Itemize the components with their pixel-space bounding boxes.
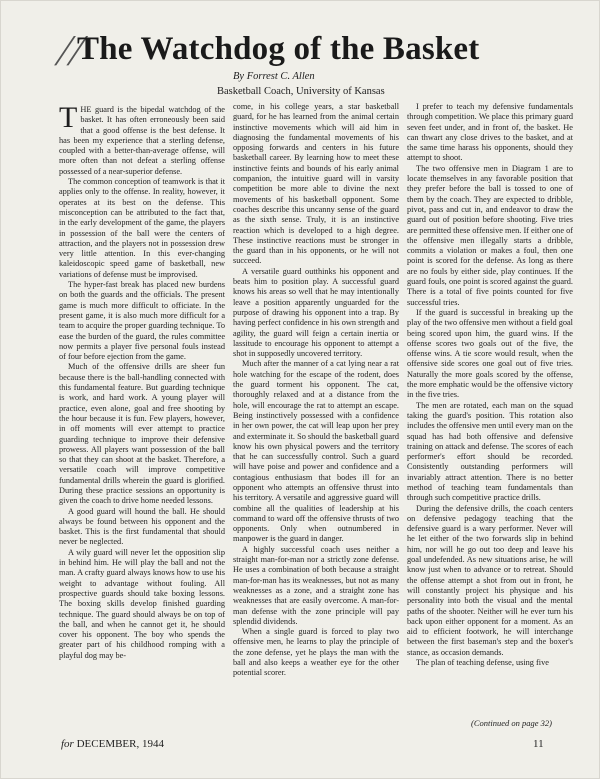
paragraph-text: HE guard is the bipedal watchdog of the basket. It has often erroneously been said that a good offense is the best defense. It has been my experience that a sterling defense, coupled with a better-than-average offense, will more often than not defeat a sterling offense possessed of a near-superior defense. [59, 105, 225, 176]
article-title: The Watchdog of the Basket [77, 31, 480, 67]
paragraph: The two offensive men in Diagram 1 are to locate themselves in any favorable position that they prefer before the ball is tossed to one of them by the coach. They are expected to dribble, pivot, pass and cut in, and endeavor to draw the guard out of position before shooting. Five tries are permitted these offensive men. If either one of the offensive men illegally starts a dribble, commits a violation or makes a foul, then one point is scored for the defense. As long as there are no fouls by either side, play continues. If the guard fouls, one point is scored against the guard. There is a total of five points counted for five successful tries. [407, 163, 573, 307]
quote-mark-ornament: // [51, 26, 92, 75]
article-byline: By Forrest C. Allen [233, 71, 315, 82]
paragraph [59, 105, 225, 177]
paragraph: I prefer to teach my defensive fundamentals through competition. We place this primary guard seven feet under, and in front of, the basket. He can thwart any close drives to the basket, and at the same time harass his opponents, should they attempt to shoot. [407, 102, 573, 163]
issue-date: DECEMBER, 1944 [76, 738, 164, 750]
paragraph: When a single guard is forced to play two offensive men, he learns to play the principle of the zone defense, yet he plays the man with the ball and also keeps a weather eye for the other potential scorer. [233, 627, 399, 678]
issue-footer [61, 738, 164, 750]
paragraph: A good guard will hound the ball. He should always be found between his opponent and the basket. This is the first fundamental that should never be neglected. [59, 506, 225, 547]
column-3 [407, 102, 573, 727]
paragraph: The common conception of teamwork is that it applies only to the offense. In reality, however, it operates at its best on the defense. This misconception can be attributed to the fact that, in the early development of the game, the players in possession of the ball were the centers of attraction, and the players not in possession drew very little attention. In this ever-changing kaleidoscopic speed game of basketball, new variations of defense must be improvised. [59, 177, 225, 279]
paragraph: A versatile guard outthinks his opponent and beats him to position play. A successful guard knows his areas so well that he may intentionally leave a position apparently unguarded for the purpose of drawing his opponent into a trap. By having perfect confidence in his own strength and agility, the guard will feign a certain inertia or lassitude to encourage his opponent to attempt a shot in supposedly uncovered territory. [233, 266, 399, 359]
author-affiliation: Basketball Coach, University of Kansas [217, 86, 385, 97]
issue-prefix: for [61, 738, 74, 750]
continued-note: (Continued on page 32) [471, 718, 552, 728]
paragraph: The plan of teaching defense, using five [416, 658, 549, 668]
paragraph: A wily guard will never let the opposition slip in behind him. He will play the ball and not the man. A crafty guard always knows how to use his weight to advantage without fouling. All prospective guards should take boxing lessons. The boxing skills develop finished guarding technique. The guard should always be on top of the ball, and when he cannot get it, he should cover his opponent. The boy who spends the greater part of his childhood romping with a playful dog may be- [59, 547, 225, 660]
paragraph: Much of the offensive drills are sheer fun because there is the ball-handling connected with this fundamental feature. But guarding technique is work, and hard work. A young player will practice, even alone, goal and free shooting by the hour because it is fun. Few players, however, in off moments will ever attempt to practice guarding technique to improve their defensive prowess. All players want possession of the ball so that they can shoot at the basket. Therefore, a versatile coach will improve competitive fundamental drills wherein the guard is glorified. During these practice sessions an opportunity is given the coach to drive home needed lessons. [59, 362, 225, 506]
column-2 [233, 102, 399, 727]
paragraph: During the defensive drills, the coach centers on defensive pedagogy teaching that the defensive guard is a wary performer. Never will he let either of the two forwards slip in behind him, nor will he go out too deep and leave his goal undefended. As new situations arise, he will know just when to advance or to retreat. Should the offense attempt a shot from out in front, he will constantly project his physique and his personality into both the visual and the mental paths of the shooter. Neither will he ever turn his back upon either opponent for a moment. As an aid to efficient footwork, he will interchange between the first baseman's step and the boxer's stance, as occasion demands. [407, 503, 573, 657]
paragraph: Much after the manner of a cat lying near a rat hole watching for the escape of the rodent, does the guard torment his opponent. The cat, thoroughly relaxed and at a distance from the hole, will encourage the rat to attempt an escape. Being instinctively possessed with a confidence in her own power, the cat will leap upon her prey and exterminate it. So should the basketball guard know his own physical powers and the territory that he can successfully control. Such a guard will have poise and power and confidence and a contagious enthusiasm that bodes ill for an opponent who attempts an offensive thrust into his territory. A versatile and aggressive guard will combine all the qualities of leadership at his command to ward off the offensive thrusts of two opponents. Only when outnumbered in manpower is the guard in danger. [233, 359, 399, 544]
page-number: 11 [533, 738, 544, 750]
paragraph: If the guard is successful in breaking up the play of the two offensive men without a field goal being scored upon him, the guard wins. If the offense scores two goals out of the five, the offense wins. A tie score would result, when the offensive side scores one goal out of five tries. Naturally the more goals scored by the offense, the more emphatic would be the offensive victory in the five tries. [407, 307, 573, 400]
paragraph: The hyper-fast break has placed new burdens on both the guards and the officials. The present game is much more difficult to officiate. In the present game, it is also much more difficult for a team to acquire the proper guarding technique. To ease the burden of the guard, the rules committee now permits a player five personal fouls instead of four before ejection from the game. [59, 280, 225, 362]
column-1 [59, 105, 225, 730]
paragraph: The men are rotated, each man on the squad taking the guard's position. This rotation also includes the offensive men until every man on the squad has had both offensive and defensive training on attack and defense. The scores of each performer's effort should be recorded. Consistently outstanding performers will invariably attract attention. There is no better method of teaching team fundamentals than through such competitive practice drills. [407, 400, 573, 503]
paragraph: come, in his college years, a star basketball guard, for he has learned from the animal certain instinctive movements which will aid him in diagnosing the fundamental movements of his opposing forwards and centers in his future basketball career. By learning how to meet these instinctive feints and bounds of his early animal companion, the intuitive guard will in varsity competition be more able to divine the next movements of his basketball opponent. Some coaches describe this uncanny sense of the guard as the sixth sense. Truly, it is an instinctive reaction which is developed to a high degree. These instinctive reactions must be stronger in the guard than in his opponents, or he will not succeed. [233, 102, 399, 266]
drop-cap: T [59, 105, 78, 134]
paragraph: A highly successful coach uses neither a straight man-for-man nor a strictly zone defense. He uses a combination of both because a straight man-for-man has its weaknesses, but not as many weaknesses as a zone, and a straight zone has weaknesses that are easily overcome. A man-for-man defense with the zone principle will pay splendid dividends. [233, 544, 399, 626]
